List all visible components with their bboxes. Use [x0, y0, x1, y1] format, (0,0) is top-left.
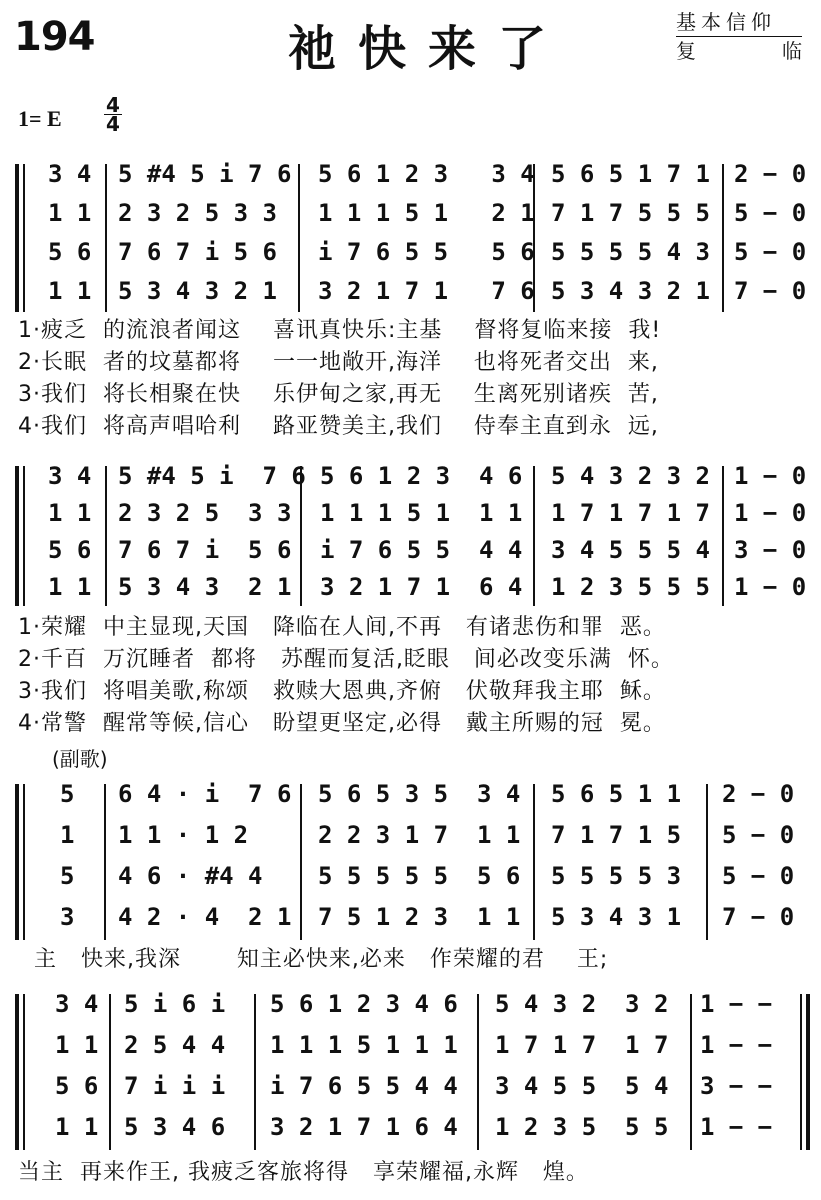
measure-notes: 2 3 2 5 3 3 [118, 499, 292, 527]
measure-notes: 3 4 [55, 990, 99, 1018]
lyric-line: 1·荣耀 中主显现,天国 降临在人间,不再 有诸悲伤和罪 恶。 [18, 615, 666, 640]
measure-notes: 5 5 5 5 5 5 6 [318, 862, 521, 890]
category-box [676, 8, 802, 65]
time-signature-bottom: 4 [104, 114, 122, 133]
measure-notes: 5 i 6 i [124, 990, 226, 1018]
lyric-line: 4·我们 将高声唱哈利 路亚赞美主,我们 侍奉主直到永 远, [18, 414, 659, 439]
barline [477, 994, 479, 1150]
measure-notes: 2 − 0 [734, 160, 807, 188]
measure-notes: 1 − 0 [734, 499, 807, 527]
measure-notes: 2 3 2 5 3 3 [118, 199, 277, 227]
measure-notes: 1 1 1 5 1 1 1 [270, 1031, 458, 1059]
measure-notes: 3 4 5 5 5 4 [551, 536, 710, 564]
system-bracket-thin [23, 784, 25, 940]
measure-notes: i 7 6 5 5 4 4 [270, 1072, 458, 1100]
barline [722, 164, 724, 312]
barline [690, 994, 692, 1150]
lyric-line: 2·千百 万沉睡者 都将 苏醒而复活,眨眼 间必改变乐满 怀。 [18, 647, 674, 672]
measure-notes: 5 [60, 780, 75, 808]
system-bracket [15, 466, 19, 606]
key-signature: 1= E [18, 106, 62, 131]
measure-notes: 3 4 [48, 462, 92, 490]
measure-notes: 2 5 4 4 [124, 1031, 226, 1059]
measure-notes: 5 6 5 1 7 1 [551, 160, 710, 188]
time-signature [104, 93, 122, 136]
measure-notes: 3 4 5 5 5 4 [495, 1072, 669, 1100]
measure-notes: 3 2 1 7 1 7 6 [318, 277, 535, 305]
measure-notes: 5 #4 5 i 7 6 [118, 462, 306, 490]
measure-notes: 5 6 1 2 3 3 4 [318, 160, 535, 188]
measure-notes: 1 2 3 5 5 5 [495, 1113, 669, 1141]
measure-notes: 1 1 [55, 1113, 99, 1141]
measure-notes: 5 − 0 [722, 821, 795, 849]
measure-notes: 5 5 5 5 3 [551, 862, 682, 890]
system-bracket-thin [23, 164, 25, 312]
lyric-line: 2·长眠 者的坟墓都将 一一地敞开,海洋 也将死者交出 来, [18, 350, 659, 375]
system-bracket [15, 164, 19, 312]
barline [104, 784, 106, 940]
lyric-line: 当主 再来作王, 我疲乏客旅将得 享荣耀福,永辉 煌。 [18, 1160, 589, 1185]
measure-notes: 7 i i i [124, 1072, 226, 1100]
lyric-line: 3·我们 将唱美歌,称颂 救赎大恩典,齐俯 伏敬拜我主耶 稣。 [18, 679, 666, 704]
measure-notes: 2 − 0 [722, 780, 795, 808]
hymn-number: 194 [14, 14, 95, 60]
barline [533, 466, 535, 606]
barline [298, 164, 300, 312]
barline [706, 784, 708, 940]
measure-notes: 1 − − [700, 1113, 773, 1141]
measure-notes: 7 1 7 5 5 5 [551, 199, 710, 227]
measure-notes: 5 #4 5 i 7 6 [118, 160, 292, 188]
barline [105, 466, 107, 606]
measure-notes: 2 2 3 1 7 1 1 [318, 821, 521, 849]
measure-notes: 3 − 0 [734, 536, 807, 564]
measure-notes: i 7 6 5 5 4 4 [320, 536, 523, 564]
lyric-line: 1·疲乏 的流浪者闻这 喜讯真快乐:主基 督将复临来接 我! [18, 318, 662, 343]
measure-notes: 5 4 3 2 3 2 [495, 990, 669, 1018]
measure-notes: 3 [60, 903, 75, 931]
measure-notes: 5 3 4 6 [124, 1113, 226, 1141]
measure-notes: 1 1 1 5 1 1 1 [320, 499, 523, 527]
barline [533, 784, 535, 940]
subcategory-char-a: 复 [676, 39, 696, 63]
measure-notes: 1 − − [700, 1031, 773, 1059]
measure-notes: 3 4 [48, 160, 92, 188]
lyric-line: 3·我们 将长相聚在快 乐伊甸之家,再无 生离死别诸疾 苦, [18, 382, 659, 407]
measure-notes: 7 6 7 i 5 6 [118, 536, 292, 564]
measure-notes: 1 1 [48, 199, 92, 227]
category-label: 基本信仰 [676, 8, 802, 37]
measure-notes: 6 4 · i 7 6 [118, 780, 292, 808]
lyric-line: 4·常警 醒常等候,信心 盼望更坚定,必得 戴主所赐的冠 冕。 [18, 711, 666, 736]
barline [105, 164, 107, 312]
system-bracket-thin [23, 994, 25, 1150]
measure-notes: 1 − − [700, 990, 773, 1018]
barline [300, 784, 302, 940]
subcategory-char-b: 临 [782, 39, 802, 63]
hymn-title: 祂快来了 [288, 21, 569, 77]
measure-notes: 5 6 [48, 238, 92, 266]
measure-notes: 1 1 [48, 277, 92, 305]
measure-notes: 3 2 1 7 1 6 4 [320, 573, 523, 601]
measure-notes: 7 − 0 [722, 903, 795, 931]
measure-notes: 7 − 0 [734, 277, 807, 305]
measure-notes: 5 − 0 [734, 199, 807, 227]
measure-notes: 1 − 0 [734, 462, 807, 490]
measure-notes: 5 6 1 2 3 4 6 [320, 462, 523, 490]
measure-notes: 5 4 3 2 3 2 [551, 462, 710, 490]
measure-notes: 1 1 · 1 2 [118, 821, 249, 849]
measure-notes: 5 5 5 5 4 3 [551, 238, 710, 266]
measure-notes: 5 − 0 [734, 238, 807, 266]
barline [722, 466, 724, 606]
measure-notes: 1 1 1 5 1 2 1 [318, 199, 535, 227]
measure-notes: 5 3 4 3 2 1 [551, 277, 710, 305]
measure-notes: 3 2 1 7 1 6 4 [270, 1113, 458, 1141]
measure-notes: 7 1 7 1 5 [551, 821, 682, 849]
measure-notes: 1 2 3 5 5 5 [551, 573, 710, 601]
measure-notes: 7 6 7 i 5 6 [118, 238, 277, 266]
measure-notes: 5 − 0 [722, 862, 795, 890]
measure-notes: 1 [60, 821, 75, 849]
measure-notes: 5 [60, 862, 75, 890]
measure-notes: i 7 6 5 5 5 6 [318, 238, 535, 266]
measure-notes: 1 1 [48, 499, 92, 527]
system-bracket [15, 784, 19, 940]
measure-notes: 1 1 [48, 573, 92, 601]
measure-notes: 1 1 [55, 1031, 99, 1059]
measure-notes: 4 6 · #4 4 [118, 862, 263, 890]
system-bracket-thin [23, 466, 25, 606]
measure-notes: 1 7 1 7 1 7 [495, 1031, 669, 1059]
measure-notes: 4 2 · 4 2 1 [118, 903, 292, 931]
final-barline [806, 994, 810, 1150]
measure-notes: 1 − 0 [734, 573, 807, 601]
refrain-label: (副歌) [52, 747, 108, 771]
measure-notes: 5 3 4 3 2 1 [118, 277, 277, 305]
final-barline [800, 994, 802, 1150]
measure-notes: 3 − − [700, 1072, 773, 1100]
lyric-line: 主 快来,我深 知主必快来,必来 作荣耀的君 王; [18, 947, 609, 972]
barline [254, 994, 256, 1150]
measure-notes: 5 6 [48, 536, 92, 564]
measure-notes: 1 7 1 7 1 7 [551, 499, 710, 527]
system-bracket [15, 994, 19, 1150]
measure-notes: 5 6 [55, 1072, 99, 1100]
measure-notes: 5 3 4 3 1 [551, 903, 682, 931]
measure-notes: 5 6 5 3 5 3 4 [318, 780, 521, 808]
barline [109, 994, 111, 1150]
subcategory-label [676, 37, 802, 65]
time-signature-top: 4 [106, 93, 120, 117]
measure-notes: 5 6 5 1 1 [551, 780, 682, 808]
measure-notes: 5 6 1 2 3 4 6 [270, 990, 458, 1018]
measure-notes: 7 5 1 2 3 1 1 [318, 903, 521, 931]
measure-notes: 5 3 4 3 2 1 [118, 573, 292, 601]
